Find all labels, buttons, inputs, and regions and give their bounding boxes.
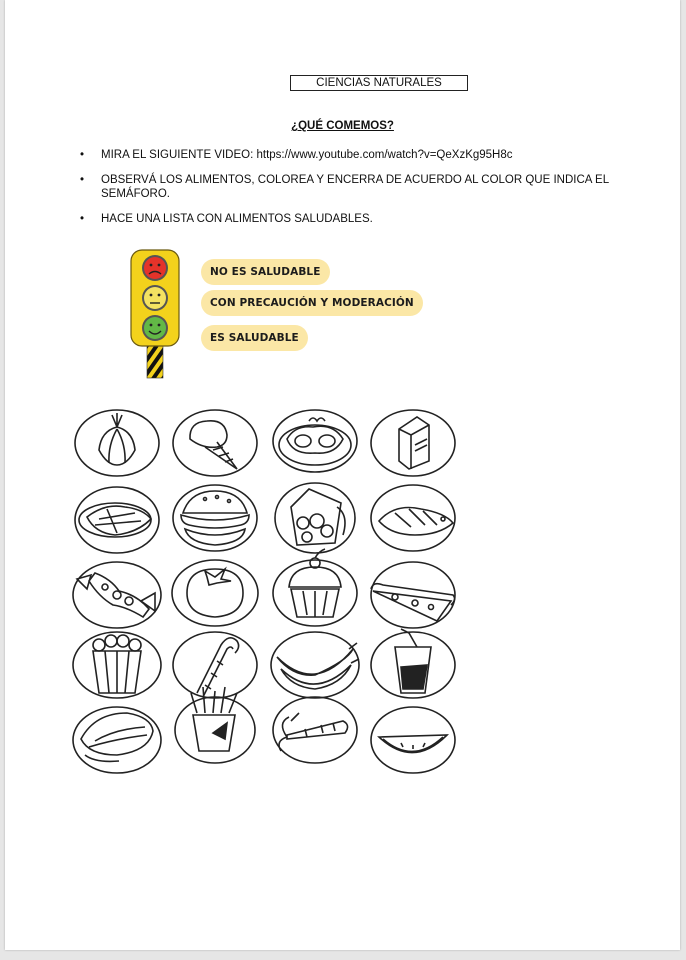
watermelon-icon[interactable] [371, 707, 455, 773]
subject-header: CIENCIAS NATURALES [290, 75, 468, 91]
ice-cream-icon[interactable] [173, 410, 257, 476]
legend-unhealthy: NO ES SALUDABLE [201, 259, 330, 285]
fish-icon[interactable] [371, 485, 455, 551]
worksheet-page [5, 0, 680, 950]
instruction-text: OBSERVÁ LOS ALIMENTOS, COLOREA Y ENCERRA DE ACUERDO AL COLOR QUE INDICA EL SEMÁFORO. [101, 174, 609, 200]
yellow-light-neutral-face-icon [142, 285, 168, 311]
candy-icon[interactable] [73, 562, 161, 628]
legend-healthy: ES SALUDABLE [201, 325, 308, 351]
instruction-text: HACE UNA LISTA CON ALIMENTOS SALUDABLES. [101, 213, 373, 225]
instruction-list [80, 148, 640, 237]
burger-icon[interactable] [173, 485, 257, 551]
pie-icon[interactable] [75, 487, 159, 553]
legend-caution: CON PRECAUCIÓN Y MODERACIÓN [201, 290, 423, 316]
french-fries-icon[interactable] [175, 687, 255, 763]
pizza-slice-icon[interactable] [371, 562, 455, 628]
milk-carton-icon[interactable] [371, 410, 455, 476]
instruction-text: MIRA EL SIGUIENTE VIDEO: https://www.youtube.com/watch?v=QeXzKg95H8c [101, 149, 513, 161]
fried-egg-icon[interactable] [273, 410, 357, 472]
fries-bag-icon[interactable] [275, 483, 355, 553]
bullet-icon: • [80, 213, 85, 225]
traffic-light-icon [125, 248, 185, 380]
soda-glass-icon[interactable] [371, 629, 455, 698]
bullet-icon: • [80, 149, 85, 161]
instruction-item [80, 173, 640, 201]
bread-icon[interactable] [73, 707, 161, 773]
instruction-item [80, 148, 640, 162]
food-grid [65, 395, 470, 790]
bananas-icon[interactable] [271, 632, 359, 698]
green-light-happy-face-icon [142, 315, 168, 341]
cupcake-icon[interactable] [273, 549, 357, 626]
red-light-sad-face-icon [142, 255, 168, 281]
popcorn-icon[interactable] [73, 632, 161, 698]
page-title: ¿QUÉ COMEMOS? [291, 120, 394, 132]
carrot-icon[interactable] [273, 697, 357, 763]
instruction-item [80, 212, 640, 226]
bullet-icon: • [80, 174, 85, 186]
onion-icon[interactable] [75, 410, 159, 476]
tomato-icon[interactable] [172, 560, 258, 626]
candy-cane-icon[interactable] [173, 632, 257, 698]
